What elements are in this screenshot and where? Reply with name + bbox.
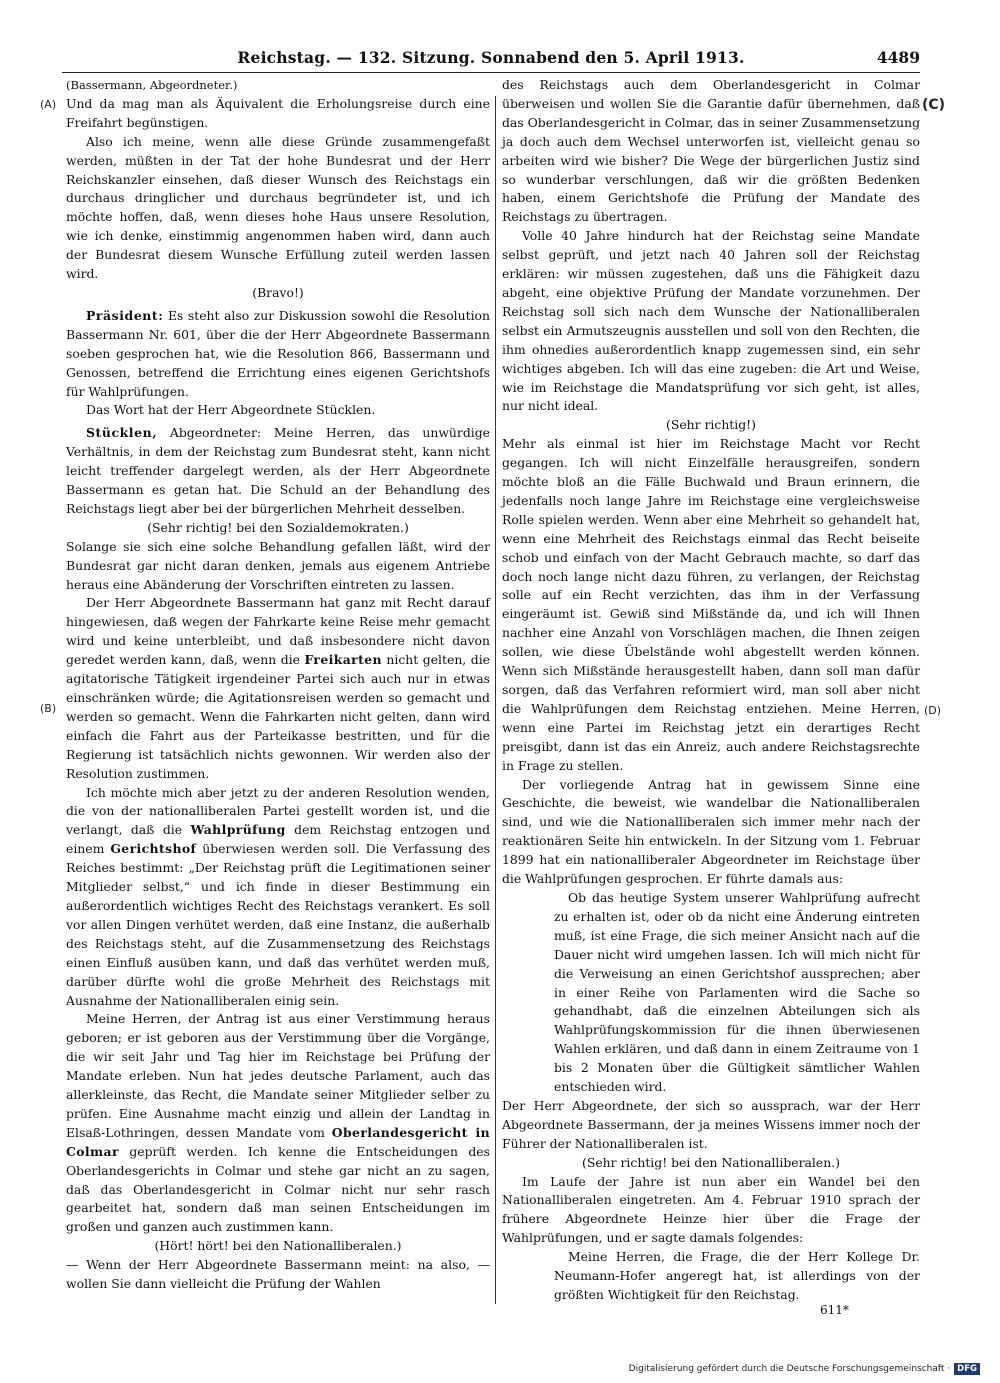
paragraph-text: Ich möchte mich aber jetzt zu der anderen Resolution wenden, die von der nationalliberalen Partei gestellt worden ist, und die verlangt, daß die: [66, 784, 490, 838]
paragraph: des Reichstags auch dem Oberlandesgericht in Colmar überweisen und wollen Sie die Garantie dafür übernehmen, daß das Oberlandesgericht in Colmar, das in seiner Zusammensetzung ja doch auch dem Wechsel unterworfen ist, vielleicht genau so arbeiten wird wie bisher? Die Wege der bürgerlichen Justiz sind so wunderbar verschlungen, daß wir die größten Bedenken haben, einem Gerichtshofe die Prüfung der Mandate des Reichstags zu übertragen.: [502, 77, 920, 225]
emphasis: Wahlprüfung: [190, 822, 286, 838]
paragraph: Im Laufe der Jahre ist nun aber ein Wandel bei den Nationalliberalen eingetreten. Am 4. Februar 1910 sprach der frühere Abgeordnete Heinze hier über die Frage der Wahlprüfungen, und er sagte damals folgendes:: [502, 1173, 920, 1246]
interjection: (Sehr richtig! bei den Nationalliberalen.): [582, 1154, 840, 1170]
paragraph-text: geprüft werden. Ich kenne die Entscheidungen des Oberlandesgerichts in Colmar und stehe gar nicht an zu sagen, daß das Oberlandesgericht in Colmar nicht nur sehr rasch gearbeitet hat, sondern daß man seinen Entscheidungen im großen und ganzen auch zustimmen kann.: [66, 1143, 490, 1235]
paragraph-text: überwiesen werden soll. Die Verfassung des Reiches bestimmt: „Der Reichstag prüft die Legitimationen seiner Mitglieder selbst,“ und ich finde in dieser Bestimmung ein außerordentlich wichtiges Recht des Reichstags verankert. Es soll vor allen Dingen verhütet werden, daß eine Instanz, die außerhalb des Reichstags steht, auf die Zusammensetzung des Reichstags einen Einfluß ausüben kann, und daß das verhütet werden muß, darüber dürfte wohl die große Mehrheit des Reichstags mit Ausnahme der Nationalliberalen einig sein.: [66, 841, 490, 1008]
paragraph-text: nicht gelten, die agitatorische Tätigkeit irgendeiner Partei sich auch nur in etwas einschränken würde; die Agitationsreisen werden so gemacht und werden so gemacht. Wenn die Fahrkarten nicht gelten, dann wird einfach die Fahrt aus der Parteikasse bestritten, und für die Regierung ist tatsächlich nichts gewonnen. Wir werden also der Resolution zustimmen.: [66, 652, 490, 781]
interjection: (Hört! hört! bei den Nationalliberalen.): [154, 1238, 402, 1254]
block-quote: Ob das heutige System unserer Wahlprüfung aufrecht zu erhalten ist, oder ob da nicht eine Änderung eintreten muß, ist eine Frage, die sich meiner Ansicht nach auf die Dauer nicht wird umgehen lassen. Ich will mich nicht für die Verweisung an einen Gerichtshof aussprechen; aber in einer Reihe von Parlamenten wird die Sache so gehandhabt, daß die einzelnen Abteilungen sich als Wahlprüfungskommission für die ihnen überwiesenen Wahlen erklären, und daß dann in einem Zeitraume von 1 bis 2 Monaten über die Gültigkeit sämtlicher Wahlen entschieden wird.: [554, 889, 920, 1095]
paragraph: — Wenn der Herr Abgeordnete Bassermann meint: na also, — wollen Sie dann vielleicht die Prüfung der Wahlen: [66, 1257, 490, 1292]
running-title: Reichstag. — 132. Sitzung. Sonnabend den 5. April 1913.: [237, 48, 745, 67]
interjection: (Sehr richtig!): [666, 417, 756, 433]
speaker-label: Stücklen,: [86, 425, 158, 441]
digitization-footer: [629, 1363, 980, 1375]
paragraph: Also ich meine, wenn alle diese Gründe zusammengefaßt werden, müßten in der Tat der hohe Bundesrat und der Herr Reichskanzler einsehen, daß dieser Wunsch des Reichstags ein durchaus dringlicher und durchaus begründeter ist, und ich möchte hoffen, daß, wenn dieses hohe Haus unsere Resolution, wie ich denke, einstimmig angenommen haben wird, dann auch der Bundesrat diesem Wunsche Erfüllung zuteil werden lassen wird.: [66, 133, 490, 282]
emphasis: Gerichtshof: [110, 841, 197, 857]
paragraph: [66, 784, 490, 1011]
interjection: (Bravo!): [252, 284, 304, 300]
president-paragraph: [66, 307, 490, 402]
signature-mark: 611*: [820, 1303, 849, 1317]
speaker-label: Präsident:: [86, 307, 164, 323]
stuecklen-paragraph: [66, 424, 490, 519]
page-header: [62, 48, 920, 73]
paragraph: Der Herr Abgeordnete, der sich so aussprach, war der Herr Abgeordnete Bassermann, der ja meines Wissens immer noch der Führer der Nationalliberalen ist.: [502, 1097, 920, 1151]
page-number: 4489: [876, 48, 920, 67]
block-quote: Meine Herren, die Frage, die der Herr Kollege Dr. Neumann-Hofer angeregt hat, ist allerdings von der größten Wichtigkeit für den Reichstag.: [554, 1249, 920, 1302]
paragraph: Mehr als einmal ist hier im Reichstage Macht vor Recht gegangen. Ich will nicht Einzelfälle herausgreifen, sondern möchte bloß an die Fälle Buchwald und Braun erinnern, die jedenfalls noch lange Jahre im Reichstage eine vergleichsweise Rolle spielen werden. Wenn aber eine Mehrheit so gehandelt hat, wenn eine Mehrheit des Reichstags einmal das Recht beiseite schob und einfach von der Macht Gebrauch machte, so darf das doch noch lange nicht dazu führen, zu verlangen, der Reichstag solle auf ein Recht verzichten, das ihm in der Verfassung eingeräumt ist. Gewiß sind Mißstände da, und ich will Ihnen nachher eine Anzahl von Vorschlägen machen, die Ihnen zeigen sollen, wie diese Übelstände wohl abgestellt werden können. Wenn sich Mißstände herausgestellt haben, dann soll man dafür sorgen, daß das Verfahren reformiert wird, man soll aber nicht die Wahlprüfungen dem Reichstag entziehen. Meine Herren, wenn eine Partei im Reichstag jetzt ein derartiges Recht preisgibt, dann ist das ein Anreiz, auch andere Reichstagsrechte in Frage zu stellen.: [502, 436, 920, 773]
paragraph: Das Wort hat der Herr Abgeordnete Stücklen.: [86, 402, 376, 418]
paragraph-text: Abgeordneter: Meine Herren, das unwürdige Verhältnis, in dem der Reichstag zum Bundesrat steht, kann nicht leicht treffender dargelegt werden, als der Herr Abgeordnete Bassermann es getan hat. Die Schuld an der Behandlung des Reichstags liegt aber bei der bürgerlichen Mehrheit desselben.: [66, 425, 490, 516]
paragraph: Volle 40 Jahre hindurch hat der Reichstag seine Mandate selbst geprüft, und jetzt nach 40 Jahren soll der Reichstag erklären: wir müssen zugestehen, daß uns die Fähigkeit dazu abgeht, eine objektive Prüfung der Mandate vorzunehmen. Der Reichstag soll sich nach dem Wunsche der Nationalliberalen selbst ein Armutszeugnis ausstellen und soll von den Rechten, die ihm ohnedies außerordentlich knapp zugemessen sind, ein sehr wichtiges abgeben. Ich will das eine zugeben: die Art und Weise, wie im Reichstage die Mandatsprüfung vor sich geht, ist alles, nur nicht ideal.: [502, 228, 920, 414]
margin-mark-d: (D): [924, 704, 942, 717]
emphasis: Oberlandesgericht in Colmar: [66, 1124, 491, 1159]
margin-mark-a: (A): [40, 98, 57, 111]
paragraph: Solange sie sich eine solche Behandlung gefallen läßt, wird der Bundesrat gar nicht daran denken, jemals aus eigenem Antriebe heraus eine Abänderung der Vorschriften eintreten zu lassen.: [66, 538, 490, 592]
footer-text: Digitalisierung gefördert durch die Deutsche Forschungsgemeinschaft ·: [628, 1364, 951, 1374]
emphasis: Freikarten: [304, 652, 382, 668]
interjection: (Sehr richtig! bei den Sozialdemokraten.): [147, 519, 409, 535]
speaker-tag: (Bassermann, Abgeordneter.): [66, 78, 238, 92]
paragraph-text: Der Herr Abgeordnete Bassermann hat ganz mit Recht darauf hingewiesen, daß wegen der Fahrkarte keine Reise mehr gemacht wird und keine unterbleibt, und daß insbesondere nicht davon geredet werden kann, daß, wenn die: [66, 595, 490, 668]
paragraph: [66, 1010, 490, 1237]
paragraph: [66, 594, 490, 783]
column-divider: [495, 96, 496, 1304]
paragraph-text: dem Reichstag entzogen und einem: [66, 822, 491, 857]
paragraph-text: Es steht also zur Diskussion sowohl die Resolution Bassermann Nr. 601, über die der Herr Abgeordnete Bassermann soeben gesprochen hat, wie die Resolution 866, Bassermann und Genossen, betreffend die Errichtung eines eigenen Gerichtshofs für Wahlprüfungen.: [66, 307, 490, 399]
left-column: [66, 76, 490, 1294]
margin-mark-c: (C): [922, 97, 946, 113]
paragraph-text: Meine Herren, der Antrag ist aus einer Verstimmung heraus geboren; er ist geboren aus der Verstimmung über die Vorgänge, die wir seit Jahr und Tag hier im Reichstage bei Prüfung der Mandate erleben. Nun hat jedes deutsche Parlament, auch das allerkleinste, das Recht, die Mandate seiner Mitglieder selber zu prüfen. Eine Ausnahme macht einzig und allein der Landtag in Elsaß-Lothringen, dessen Mandate vom: [66, 1011, 490, 1140]
dfg-logo: DFG: [954, 1363, 980, 1375]
paragraph: Der vorliegende Antrag hat in gewissem Sinne eine Geschichte, die beweist, wie wandelbar die Nationalliberalen sind, und wie die Nationalliberalen sich immer mehr nach der reaktionären Seite hin entwickeln. In der Sitzung vom 1. Februar 1899 hat ein nationalliberaler Abgeordneter im Reichstage über die Wahlprüfungen gesprochen. Er führte damals aus:: [502, 776, 920, 887]
margin-mark-b: (B): [40, 702, 57, 715]
paragraph: Und da mag man als Äquivalent die Erholungsreise durch eine Freifahrt begünstigen.: [66, 95, 490, 130]
right-column: [502, 76, 920, 1305]
